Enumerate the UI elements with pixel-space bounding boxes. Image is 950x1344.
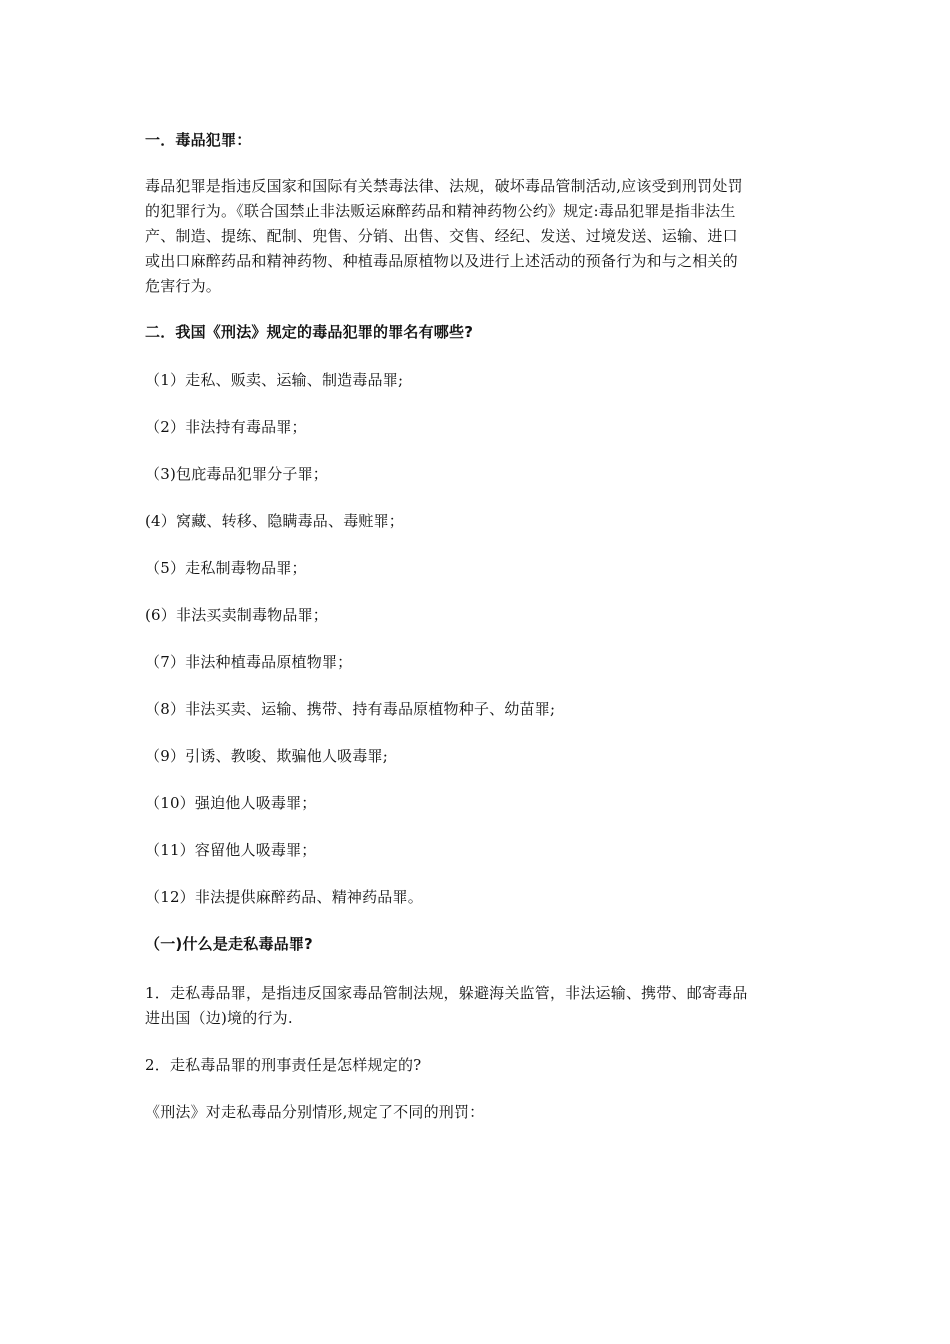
answer-criminal-liability: 《刑法》对走私毒品分别情形,规定了不同的刑罚： bbox=[145, 1103, 485, 1121]
list-item: （8）非法买卖、运输、携带、持有毒品原植物种子、幼苗罪; bbox=[145, 700, 556, 718]
list-item: （5）走私制毒物品罪； bbox=[145, 559, 307, 577]
paragraph-line: 毒品犯罪是指违反国家和国际有关禁毒法律、法规，破坏毒品管制活动,应该受到刑罚处罚 bbox=[145, 177, 743, 195]
list-item: (6）非法买卖制毒物品罪； bbox=[145, 606, 328, 624]
paragraph-line: 或出口麻醉药品和精神药物、种植毒品原植物以及进行上述活动的预备行为和与之相关的 bbox=[145, 252, 738, 270]
list-item: （7）非法种植毒品原植物罪； bbox=[145, 653, 353, 671]
list-item: （2）非法持有毒品罪； bbox=[145, 418, 307, 436]
list-item: （10）强迫他人吸毒罪； bbox=[145, 794, 317, 812]
section-heading-smuggling: （一)什么是走私毒品罪? bbox=[145, 935, 313, 953]
paragraph-line: 产、制造、提练、配制、兜售、分销、出售、交售、经纪、发送、过境发送、运输、进口 bbox=[145, 227, 738, 245]
list-item: （9）引诱、教唆、欺骗他人吸毒罪; bbox=[145, 747, 388, 765]
list-item: （12）非法提供麻醉药品、精神药品罪。 bbox=[145, 888, 423, 906]
paragraph-line: 进出国（边)境的行为. bbox=[145, 1009, 293, 1027]
section-heading-drug-crime: 一．毒品犯罪： bbox=[145, 131, 252, 149]
list-item: （11）容留他人吸毒罪； bbox=[145, 841, 317, 859]
paragraph-line: 危害行为。 bbox=[145, 277, 222, 295]
question-criminal-liability: 2．走私毒品罪的刑事责任是怎样规定的? bbox=[145, 1056, 422, 1074]
list-item: （1）走私、贩卖、运输、制造毒品罪; bbox=[145, 371, 404, 389]
list-item: (4）窝藏、转移、隐瞒毒品、毒赃罪； bbox=[145, 512, 404, 530]
section-heading-crime-names: 二．我国《刑法》规定的毒品犯罪的罪名有哪些? bbox=[145, 323, 474, 341]
paragraph-line: 1．走私毒品罪，是指违反国家毒品管制法规，躲避海关监管，非法运输、携带、邮寄毒品 bbox=[145, 984, 748, 1002]
list-item: （3)包庇毒品犯罪分子罪； bbox=[145, 465, 328, 483]
paragraph-line: 的犯罪行为。《联合国禁止非法贩运麻醉药品和精神药物公约》规定:毒品犯罪是指非法生 bbox=[145, 202, 736, 220]
